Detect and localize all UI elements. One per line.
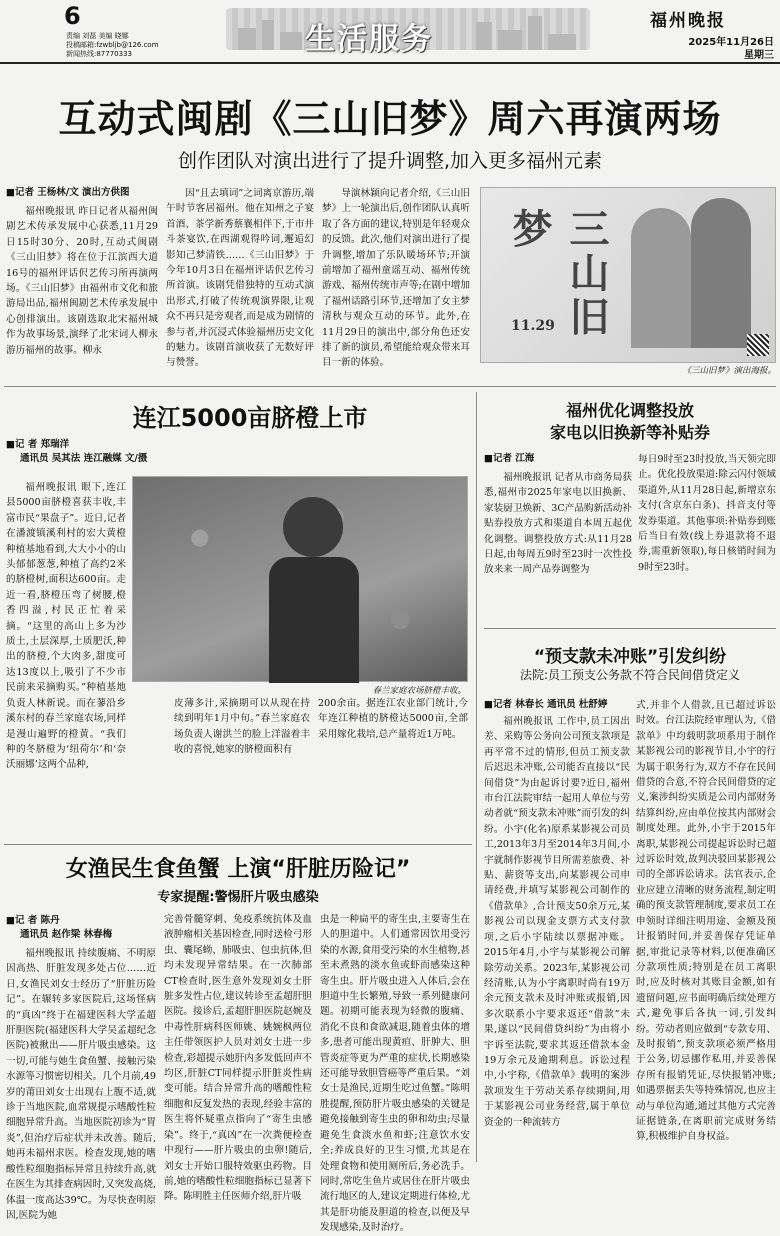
- article1-subtitle: 创作团队对演出进行了提升调整,加入更多福州元素: [177, 150, 603, 172]
- section-title: 生活服务: [305, 22, 433, 57]
- article4-byline: ■记者 林春长 通讯员 杜舒婷: [484, 699, 608, 710]
- article3-title: [484, 400, 776, 444]
- poster-title: 三山旧梦: [506, 208, 610, 340]
- newspaper-masthead: 福州晚报: [650, 11, 726, 31]
- article1-title: 互动式闽剧《三山旧梦》周六再演两场: [58, 97, 722, 141]
- article3-column-2: 每日9时至23时投放,当天领完即止。优化投放渠道:除云闪付领域渠道外,从11月28日起,新增京东支付(含京东白条)、抖音支付等发券渠道。其他事项:补贴券到账后当日有效(线上券退款将不退券,需重新领取),每日核销时间为9时至23时。: [638, 454, 776, 573]
- performer-figure: [691, 198, 751, 348]
- article3-byline: ■记者 江海: [484, 453, 535, 464]
- article5-byline: 通讯员 赵作梁 林春梅: [20, 929, 113, 940]
- article5-title: 女渔民生食鱼蟹 上演“肝脏历险记”: [65, 857, 411, 882]
- orange-harvest-photo: [132, 476, 468, 682]
- header-rule: [0, 62, 780, 64]
- issue-date: 2025年11月26日: [688, 37, 774, 48]
- article4-column-2: 式,并非个人借款,且已超过诉讼时效。台江法院经审理认为,《借款单》中均载明款项系用于制作某影视公司的影视节目,小宇的行为属于职务行为,双方不存在民间借贷的合意,不符合民间借贷的定义,案涉纠纷实质是公司内部财务结算纠纷,应由单位按其内部财会制度处理。此外,小宇于2015年离职,某影视公司提起诉讼时已超过诉讼时效,故判决驳回某影视公司的全部诉讼请求。法官表示,企业应建立清晰的财务流程,制定明确的预支款管理制度,要求员工在申领时详细注明用途、金额及预计报销时间,并妥善保存凭证单据,审批记录等材料,以便准确区分款项性质;特别是在员工离职时,应及时核对其账目金额,如有遗留问题,应书面明确后续处理方式,避免事后各执一词,引发纠纷。劳动者则应做到“专款专用、及时报销”,预支款项必须严格用于公务,切忌挪作私用,并妥善保存所有报销凭证,尽快报销冲账;如遇票据丢失等特殊情况,也应主动与单位沟通,通过其他方式完善证据链条,在离职前完成财务结算,积极维护自身权益。: [636, 700, 776, 1143]
- article2-byline: ■记 者 郑瑞洋: [6, 439, 70, 450]
- farmer-figure: [269, 557, 359, 683]
- article2-photo-caption: 春兰家庭农场脐橙丰收。: [372, 686, 466, 696]
- editor-line: 投稿邮箱:fzwbljb@126.com: [66, 41, 159, 49]
- article2-byline: 通讯员 吴其法 连江融媒 文/摄: [20, 453, 148, 464]
- qr-code-icon: [747, 334, 769, 356]
- farmer-figure: [283, 497, 343, 557]
- divider: [4, 844, 472, 845]
- article2-column-2: 皮薄多汁,采摘期可以从现在持续到明年1月中旬。”春兰家庭农场负责人谢洪兰的脸上洋溢着丰收的喜悦,她家的脐橙面积有: [174, 698, 310, 756]
- performer-figure: [631, 208, 691, 348]
- article2-column-1: 福州晚报讯 眼下,连江县5000亩脐橙喜获丰收,丰富市民“果盘子”。近日,记者在潘渡镇溪利村的宏大黄橙种植基地看到,大大小小的山头郁郁葱葱,种植了高约2米的脐橙树,面积达600亩。走近一看,脐橙压弯了树腰,橙香四溢,村民正忙着采摘。“这里的高山上多为沙质土,土层深厚,土质肥沃,种出的脐橙,个大肉多,甜度可达13度以上,吸引了不少市民前来采摘购买。”种植基地负责人林新说。而在蓼沿乡溪东村的春兰家庭农场,同样是漫山遍野的橙黄。“我们种的冬脐橙为‘纽荷尔’和‘奈沃丽娜’这两个品种,: [6, 482, 126, 771]
- page-number: 6: [64, 2, 81, 30]
- article3-title-line: 家电以旧换新等补贴券: [549, 423, 710, 442]
- editor-line: 新闻热线:87770333: [66, 50, 132, 58]
- divider: [4, 386, 776, 387]
- article3-title-line: 福州优化调整投放: [565, 401, 694, 420]
- article1-photo-caption: 《三山旧梦》演出海报。: [682, 366, 776, 376]
- article2-title: 连江5000亩脐橙上市: [132, 404, 368, 432]
- article5-column-1: 福州晚报讯 持续腹痛、不明原因高热、肝脏发现多处占位……近日,女渔民刘女士经历了“肝脏历险记”。在辗转多家医院后,这场怪病的“真凶”终于在福建医科大学孟超肝胆医院(福建医科大学吴孟超纪念医院)被揪出——肝片吸虫感染。这一切,可能与她生食鱼蟹、接触污染水源等习惯密切相关。几个月前,49岁的莆田刘女士出现右上腹不适,就诊于当地医院,血常规提示嗜酸性粒细胞异常升高。当地医院初诊为“胃炎”,但治疗后症状并未改善。随后,她再未福州求医。检查发现,她的嗜酸性粒细胞指标异常且持续升高,就在医生为其排查病因时,又突发高烧,体温一度高达39℃。为尽快查明原因,医院为她: [6, 948, 157, 1221]
- article5-column-2: 完善骨髓穿刺、免疫系统抗体及血液肿瘤相关基因检查,同时送检弓形虫、囊尾蚴、肺吸虫、包虫抗体,但均未发现异常结果。在一次肺部CT检查时,医生意外发现刘女士肝脏多发性占位,建议转诊至孟超肝胆医院。接诊后,孟超肝胆医院赵婉及中毒性肝病科医师姚、姚婉枫两位主任带领医护人员对刘女士进一步检查,彩超提示她肝内多发低回声不均区,肝脏CT同样提示肝脏炎性病变可能。结合异常升高的嗜酸性粒细胞和反复发热的表现,经验丰富的医生将怀疑重点指向了“寄生虫感染”。终于,“真凶”在一次粪便检查中现行——肝片吸虫的虫卵!随后,刘女士开始口服特效驱虫药物。目前,她的嗜酸性粒细胞指标已显著下降。陈明胜主任医师介绍,肝片吸: [164, 914, 312, 1203]
- article1-column-2: 因“且去填词”之词离京游历,端午时节客居福州。他在知州之子宴首酒、茶学新秀蔡襄相伴下,于市井斗茶宴饮,在西湖观得吟词,邂逅幻影知己梦清铁……《三山旧梦》于今年10月3日在福州评话伬艺传习所首演。该剧凭借独特的互动式演出形式,打破了传统观演界限,让观众不再只是旁观者,而是成为剧情的参与者,并沉浸式体验福州历史文化的魅力。该剧首演收获了无数好评与赞誉。: [166, 188, 314, 369]
- article1-column-3: 导演林颖向记者介绍,《三山旧梦》上一轮演出后,创作团队认真听取了各方面的建议,特别是年轻观众的反馈。此次,他们对演出进行了提升调整,增加了乐队暖场环节;开演前增加了福州童谣互动、福州传统游戏、福州传统市声等;在剧中增加了福州话路引环节,还增加了女主梦清秋与观众互动的环节。此外,在11月29日的演出中,部分角色还安排了新的演员,希望能给观众带来耳目一新的体验。: [322, 188, 470, 369]
- editor-info: [66, 32, 226, 59]
- article2-column-3: 200余亩。据连江农业部门统计,今年连江种植的脐橙达5000亩,全部采用嫁化栽培,总产量将近1万吨。: [318, 698, 468, 740]
- article3-column-1: 福州晚报讯 记者从市商务局获悉,福州市2025年家电以旧换新、家装厨卫焕新、3C产品购新活动补贴券投放方式和渠道自本周五起优化调整。调整投放方式:从11月28日起,由每周五9时至23时一次性投放来来一周产品券调整为: [484, 472, 632, 576]
- issue-weekday: 星期三: [744, 50, 774, 61]
- poster-date: 11.29: [511, 318, 555, 334]
- article1-column-1: 福州晚报讯 昨日记者从福州闽剧艺术传承发展中心获悉,11月29日15时30分、20时,互动式闽剧《三山旧梦》将在位于江滨西大道16号的福州评话伬艺传习所再演两场。《三山旧梦》由福州市文化和旅游局出品,福州闽剧艺术传承发展中心创排演出。该剧选取北宋福州城作为故事场景,演绎了北宋词人柳永游历福州的故事。柳永: [6, 206, 158, 356]
- article5-subtitle: 专家提醒:警惕肝片吸虫感染: [157, 890, 319, 905]
- article4-subtitle: 法院:员工预支公务款不符合民间借贷定义: [519, 668, 741, 682]
- article4-column-1: 福州晚报讯 工作中,员工因出差、采购等公务向公司预支款项是再平常不过的情形,但员工预支款后迟迟未冲账,公司能否直接以“民间借贷”为由起诉讨要?近日,福州市台江法院审结一起用人单位与劳动者就“预支款未冲账”而引发的纠纷。小宇(化名)原系某影视公司员工,2013年3月至2014年3月间,小宇就制作影视节目所需差旅费、补贴、薪资等支出,向某影视公司申请经费,并填写某影视公司制作的《借款单》,合计预支50余万元,某影视公司以现金支票方式支付款项,之后小宇陆续以票据冲账。2015年4月,小宇与某影视公司解除劳动关系。2023年,某影视公司经清账,认为小宇离职时尚有19万余元预支款未及时冲账或报销,因多次联系小宇要求返还“借款”未果,遂以“民间借贷纠纷”为由将小宇诉至法院,要求其返还借款本金19万余元及逾期利息。诉讼过程中,小宇称,《借款单》载明的案涉款项发生于劳动关系存续期间,用于某影视公司业务经营,属于单位资金的一种流转方: [484, 716, 630, 1128]
- article4-title: “预支款未冲账”引发纠纷: [533, 647, 727, 667]
- article5-byline: ■记 者 陈丹: [6, 915, 60, 926]
- article5-column-3: 虫是一种扁平的寄生虫,主要寄生在人的胆道中。人们通常因饮用受污染的水源,食用受污染的水生植物,甚至未煮熟的淡水鱼或虾而感染这种寄生虫。肝片吸虫进入人体后,会在胆道中生长繁殖,导致一系列健康问题。初期可能表现为轻微的腹痛、消化不良和食欲减退,随着虫体的增多,患者可能出现黄疸、肝肿大、胆管炎症等更为严重的症状,长期感染还可能导致胆管癌等严重后果。“刘女士是渔民,近期生吃过鱼蟹。”陈明胜提醒,预防肝片吸虫感染的关键是避免接触到寄生虫的卵和幼虫;尽量避免生食淡水鱼和虾;注意饮水安全;养成良好的卫生习惯,尤其是在处理食物和使用厕所后,务必洗手。同时,常吃生鱼片或居住在肝片吸虫流行地区的人,建议定期进行体检,尤其是肝功能及胆道的检查,以便及早发现感染,及时治疗。: [320, 914, 471, 1234]
- play-poster-image: [480, 187, 776, 363]
- column-divider: [476, 392, 477, 1162]
- divider: [484, 628, 776, 629]
- article1-byline: ■记者 王杨林/文 演出方供图: [6, 187, 130, 198]
- editor-line: 责编 刘磊 美编 晓娜: [66, 32, 129, 40]
